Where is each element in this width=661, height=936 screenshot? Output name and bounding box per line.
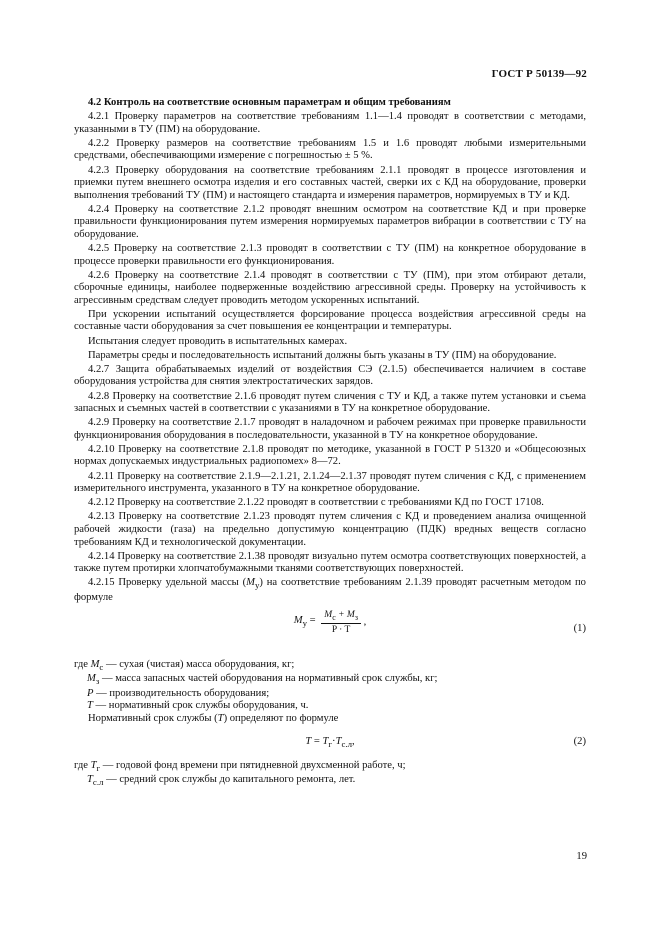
paragraph-4-2-5: 4.2.5 Проверку на соответствие 2.1.3 проводят в соответствии с ТУ (ПМ) на конкретное оборудование в процессе проверки правильности его функционирования.	[74, 242, 586, 267]
paragraph-4-2-6: 4.2.6 Проверку на соответствие 2.1.4 проводят в соответствии с ТУ (ПМ), при этом отбирают детали, сборочные единицы, наиболее подверженные воздействию агрессивной среды. Проверку на устойчивость к агрессивным средствам следует проводить методом ускоренных испытаний.	[74, 269, 586, 306]
paragraph-4-2-9: 4.2.9 Проверку на соответствие 2.1.7 проводят в наладочном и рабочем режимах при проверке правильности функционирования оборудования в последовательности, указанной в ТУ на конкретное оборудование.	[74, 417, 586, 441]
formula-1: $M_у$ = $\frac{M_c + M_з}{P \cdot T}$ , (1)	[293, 609, 586, 636]
paragraph-service-life: Нормативный срок службы (T) определяют по формуле	[88, 712, 339, 724]
paragraph-4-2-7: 4.2.7 Защита обрабатываемых изделий от воздействия СЭ (2.1.5) обеспечивается наличием в составе оборудования устройства для снятия электростатических зарядов.	[74, 363, 586, 388]
paragraph-environment-parameters: Параметры среды и последовательность испытаний должны быть указаны в ТУ (ПМ) на оборудование.	[88, 349, 557, 361]
paragraph-4-2-8: 4.2.8 Проверку на соответствие 2.1.6 проводят путем сличения с ТУ и КД, а также путем установки и съема запасных и съемных частей в соответствии с указаниями в ТУ на конкретное оборудование.	[74, 390, 586, 415]
legend-item: T — нормативный срок службы оборудования, ч.	[87, 700, 309, 712]
legend-item: где $M_c$ — сухая (чистая) масса оборудования, кг;	[74, 658, 295, 672]
paragraph-4-2-14: 4.2.14 Проверку на соответствие 2.1.38 проводят визуально путем осмотра соответствующих поверхностей, а также путем протирки хлопчатобумажными тканями соответствующих поверхностей.	[74, 550, 586, 575]
legend-item: P — производительность оборудования;	[87, 687, 270, 699]
formula-number-1: (1)	[573, 622, 586, 634]
section-heading: 4.2 Контроль на соответствие основным параметрам и общим требованиям	[88, 97, 451, 108]
paragraph-4-2-15: 4.2.15 Проверку удельной массы $(M_у)$ на соответствие требованиям 2.1.39 проводят расчетным методом по формуле	[74, 577, 586, 604]
paragraph-4-2-3: 4.2.3 Проверку оборудования на соответствие требованиям 2.1.1 проводят в процессе изготовления и приемки путем внешнего осмотра изделия и его составных частей, сверки их с КД на оборудование, проверки выполнения требований ТУ (ПМ) и настоящего стандарта и измерения параметров, нормируемых в ТУ и КД.	[74, 164, 586, 201]
paragraph-4-2-10: 4.2.10 Проверку на соответствие 2.1.8 проводят по методике, указанной в ГОСТ Р 51320 и «Общесоюзных нормах допускаемых индустриальных радиопомех» 8—72.	[74, 443, 586, 468]
fraction	[321, 609, 361, 637]
document-header	[492, 68, 587, 80]
paragraph-4-2-4: 4.2.4 Проверку на соответствие 2.1.2 проводят внешним осмотром на соответствие КД и при проверке правильности функционирования путем измерения нормируемых параметров вибрации в соответствии с ТУ на оборудование.	[74, 203, 586, 240]
paragraph-4-2-11: 4.2.11 Проверку на соответствие 2.1.9—2.1.21, 2.1.24—2.1.37 проводят путем сличения с КД, с применением измерительного инструмента, указанного в ТУ на конкретное оборудование.	[74, 470, 586, 495]
document-body	[74, 97, 586, 789]
page-number: 19	[576, 851, 587, 862]
formula-number-2: (2)	[573, 735, 586, 747]
legend-item: $M_з$ — масса запасных частей оборудования на нормативный срок службы, кг;	[87, 673, 438, 687]
paragraph-4-2-2: 4.2.2 Проверку размеров на соответствие требованиям 1.5 и 1.6 проводят любыми измерительными средствами, обеспечивающими измерение с погрешностью ± 5 %.	[74, 137, 586, 162]
formula-1-legend	[74, 659, 586, 713]
formula-2-legend	[74, 760, 586, 789]
legend-item: где $T_г$ — годовой фонд времени при пятидневной двухсменной работе, ч;	[74, 759, 406, 773]
legend-item: $T_{с.л}$ — средний срок службы до капитального ремонта, лет.	[87, 774, 356, 788]
formula-2: $T = T_г\cdot T_{с.л}$, (2)	[305, 735, 586, 749]
paragraph-test-chambers: Испытания следует проводить в испытательных камерах.	[88, 335, 348, 347]
paragraph-accelerated-testing: При ускорении испытаний осуществляется форсирование процесса воздействия агрессивной среды на составные части оборудования за счет повышения ее концентрации и температуры.	[74, 308, 586, 333]
paragraph-4-2-12: 4.2.12 Проверку на соответствие 2.1.22 проводят в соответствии с требованиями КД по ГОСТ 17108.	[88, 497, 544, 509]
fraction-denominator: P · T	[331, 625, 351, 636]
paragraph-4-2-1: 4.2.1 Проверку параметров на соответствие требованиям 1.1—1.4 проводят в соответствии с методами, указанными в ТУ (ПМ) на оборудование.	[74, 111, 586, 135]
fraction-numerator: $M_c + M_з$	[321, 609, 361, 625]
standard-number: ГОСТ Р 50139—92	[491, 68, 587, 80]
paragraph-4-2-13: 4.2.13 Проверку на соответствие 2.1.23 проводят путем сличения с КД и проведением анализа очищенной рабочей жидкости (газа) на предельно допустимую концентрацию (ПДК) вредных веществ согласно требованиям КД и технологической документации.	[74, 511, 586, 548]
